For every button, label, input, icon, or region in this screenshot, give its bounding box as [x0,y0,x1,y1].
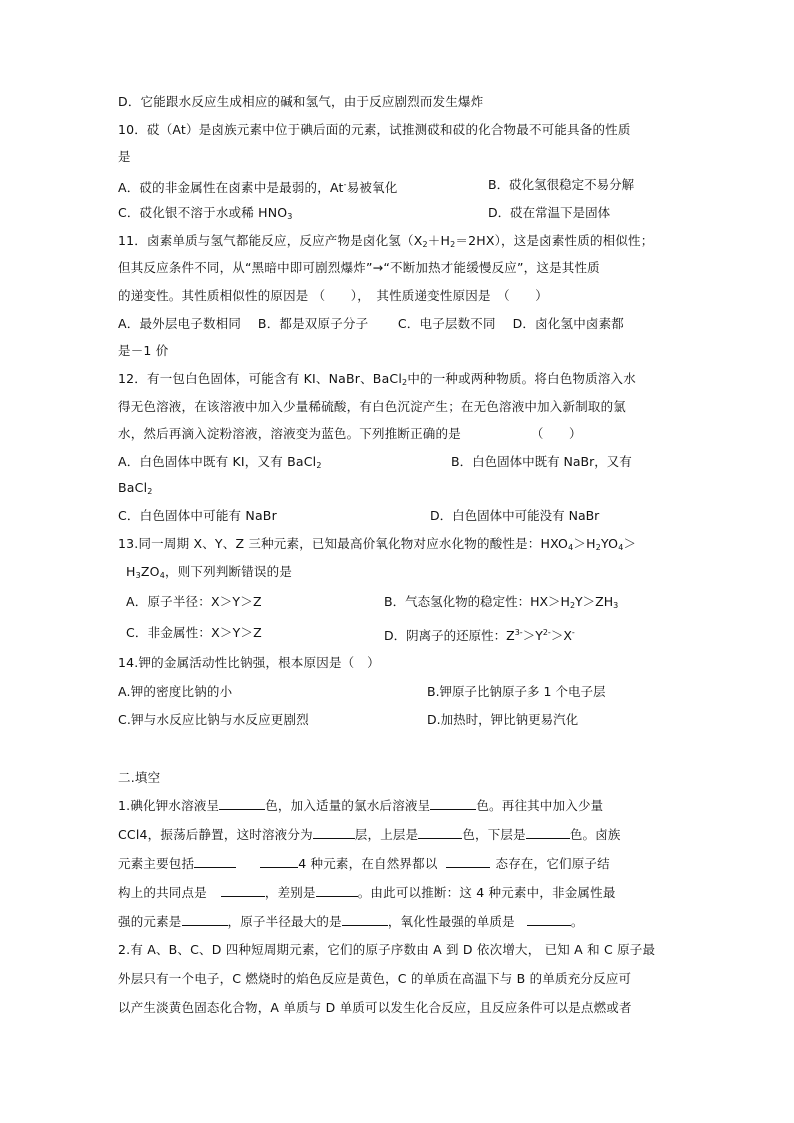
q13-option-a: A．原子半径：X＞Y＞Z [126,594,262,609]
q14-option-d: D.加热时，钾比钠更易汽化 [427,712,579,727]
blank[interactable] [430,795,476,810]
fill2-line-3: 以产生淡黄色固态化合物，A 单质与 D 单质可以发生化合反应，且反应条件可以是点燃或者 [118,1000,632,1015]
q11-stem-1: 11．卤素单质与氢气都能反应，反应产物是卤化氢$(X_2+H_2=2HX)$，这是卤素性质的相似性； [118,233,654,249]
blank[interactable] [260,853,298,868]
q12-option-d: D．白色固体中可能没有 NaBr [430,508,600,523]
blank[interactable] [194,853,236,868]
blank[interactable] [446,853,490,868]
q12-option-a: A．白色固体中既有 KI，又有 BaCl$_2$ [118,454,322,470]
q11-stem-3: 的递变性。其性质相似性的原因是 （ ）， 其性质递变性原因是 （ ） [118,288,548,303]
q11-options: A．最外层电子数相同 B．都是双原子分子 C．电子层数不同 D．卤化氢中卤素都 [118,316,625,331]
fill1-line-3: 元素主要包括 4 种元素，在自然界都以 态存在，它们原子结 [118,853,610,874]
q11-options-cont: 是－1 价 [118,343,169,358]
blank[interactable] [316,882,358,897]
q10-option-b: B．砹化氢很稳定不易分解 [488,177,635,192]
q12-stem-3: 水，然后再滴入淀粉溶液，溶液变为蓝色。下列推断正确的是 （ ） [118,426,582,441]
fill1-line-2: CCl4，振荡后静置，这时溶液分为 层，上层是 色，下层是 色。卤族 [118,824,621,845]
q13-stem-2: $H_3ZO_4$，则下列判断错误的是 [126,564,293,580]
q13-stem-1: 13.同一周期 X、Y、Z 三种元素，已知最高价氧化物对应水化物的酸性是：$HXO_4>H_2YO_4>$ [118,536,637,552]
q10-stem-cont: 是 [118,149,131,164]
blank[interactable] [342,911,388,926]
q10-option-d: D．砹在常温下是固体 [488,205,611,220]
section-fill-heading: 二.填空 [118,770,161,785]
blank[interactable] [219,795,265,810]
q13-option-b: B．气态氢化物的稳定性：$HX>H_2Y>ZH_3$ [384,594,619,610]
blank[interactable] [313,824,355,839]
q13-option-c: C．非金属性：X＞Y＞Z [126,625,262,640]
blank[interactable] [182,911,228,926]
blank[interactable] [221,882,265,897]
fill1-line-1: 1.碘化钾水溶液呈 色，加入适量的氯水后溶液呈 色。再往其中加入少量 [118,795,603,816]
blank[interactable] [526,824,570,839]
blank[interactable] [527,911,571,926]
fill1-line-5: 强的元素是 ，原子半径最大的是 ，氧化性最强的单质是 。 [118,911,584,932]
q14-option-a: A.钾的密度比钠的小 [118,684,233,699]
q12-option-c: C．白色固体中可能有 NaBr [118,508,277,523]
q11-stem-2: 但其反应条件不同，从“黑暗中即可剧烈爆炸”→“不断加热才能缓慢反应”，这是其性质 [118,260,600,275]
q14-option-b: B.钾原子比钠原子多 1 个电子层 [427,684,606,699]
blank[interactable] [418,824,462,839]
fill2-line-2: 外层只有一个电子，C 燃烧时的焰色反应是黄色，C 的单质在高温下与 B 的单质充分反应可 [118,971,632,986]
fill2-line-1: 2.有 A、B、C、D 四种短周期元素，它们的原子序数由 A 到 D 依次增大， 已知 A 和 C 原子最 [118,942,656,957]
q12-option-b: B．白色固体中既有 NaBr，又有 [451,454,632,469]
fill1-line-4: 构上的共同点是 ，差别是 。由此可以推断：这 4 种元素中，非金属性最 [118,882,616,903]
q12-stem-2: 得无色溶液，在该溶液中加入少量稀硫酸，有白色沉淀产生；在无色溶液中加入新制取的氯 [118,399,627,414]
q13-option-d: D．阴离子的还原性：$Z^{3-}>Y^{2-}>X^-$ [384,628,575,643]
q10-option-a: A．砹的非金属性在卤素中是最弱的，At-易被氧化 [118,180,398,195]
q14-option-c: C.钾与水反应比钠与水反应更剧烈 [118,712,309,727]
q14-stem: 14.钾的金属活动性比钠强，根本原因是（ ） [118,655,380,670]
q12-stem-1: 12．有一包白色固体，可能含有 KI、NaBr、BaCl$_2$中的一种或两种物质。将白色物质溶入水 [118,371,636,387]
q12-option-b-cont: BaCl$_2$ [118,480,153,496]
q10-option-c: C．砹化银不溶于水或稀 $HNO_3$ [118,205,293,221]
q10-stem: 10．砹（At）是卤族元素中位于碘后面的元素，试推测砹和砹的化合物最不可能具备的性质 [118,122,631,137]
q9-option-d: D．它能跟水反应生成相应的碱和氢气，由于反应剧烈而发生爆炸 [118,94,484,109]
